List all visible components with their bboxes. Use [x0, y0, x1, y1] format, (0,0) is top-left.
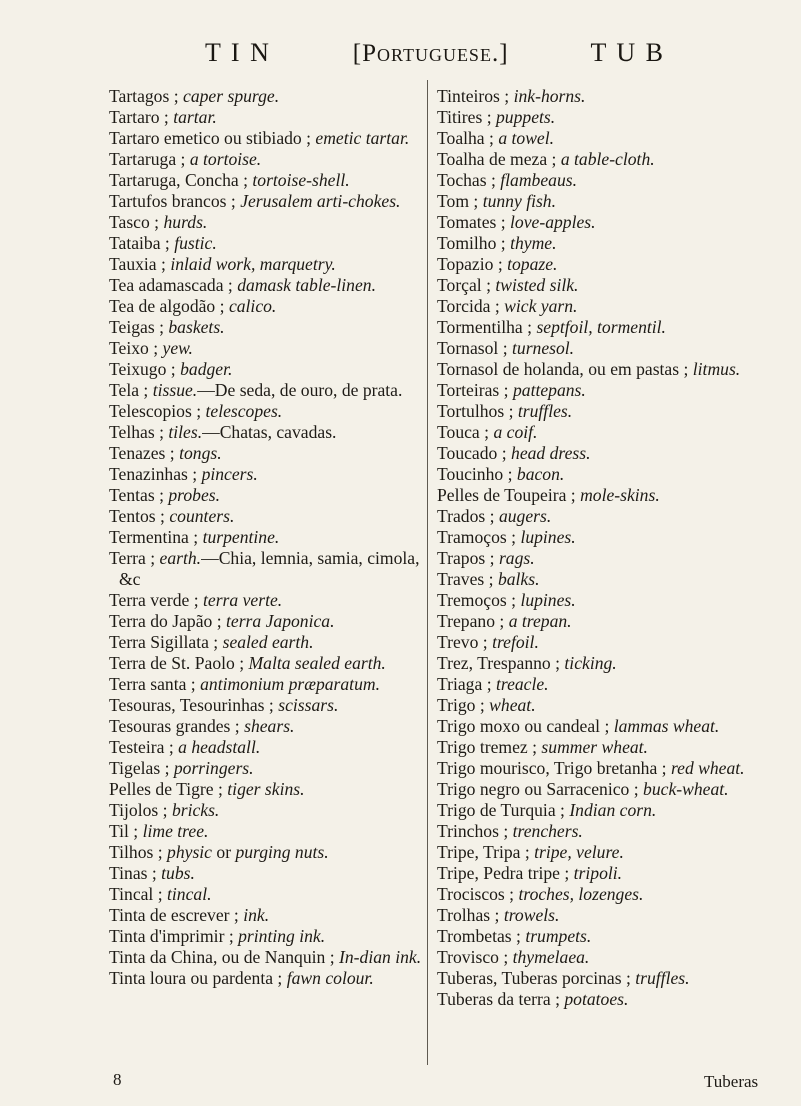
entry-term: Tilhos ;	[109, 842, 163, 862]
entry-translation: trenchers.	[512, 821, 583, 841]
dictionary-entry	[437, 842, 752, 863]
entry-translation: inlaid work, marquetry.	[170, 254, 336, 274]
entry-term: Tripe, Pedra tripe ;	[437, 863, 570, 883]
dictionary-entry	[109, 548, 439, 590]
dictionary-entry	[437, 170, 752, 191]
entry-term: Trigo ;	[437, 695, 485, 715]
entry-term: Tinas ;	[109, 863, 157, 883]
dictionary-entry	[437, 359, 752, 380]
dictionary-entry	[109, 611, 439, 632]
dictionary-entry	[437, 107, 752, 128]
entry-translation: tortoise-shell.	[252, 170, 350, 190]
entry-translation: bacon.	[516, 464, 565, 484]
entry-translation: Indian corn.	[569, 800, 657, 820]
entry-term: Toalha de meza ;	[437, 149, 557, 169]
entry-term: Tomates ;	[437, 212, 506, 232]
entry-translation: shears.	[244, 716, 295, 736]
entry-term: Til ;	[109, 821, 139, 841]
entry-translation: emetic tartar.	[315, 128, 410, 148]
entry-term: Tochas ;	[437, 170, 496, 190]
entry-translation: probes.	[168, 485, 221, 505]
entry-term: Trovisco ;	[437, 947, 509, 967]
entry-term: Trigo tremez ;	[437, 737, 538, 757]
entry-term: Tinta de escrever ;	[109, 905, 239, 925]
entry-translation: tongs.	[179, 443, 222, 463]
entry-translation: bricks.	[171, 800, 220, 820]
entry-translation: tubs.	[161, 863, 195, 883]
dictionary-entry	[437, 443, 752, 464]
entry-translation: augers.	[498, 506, 552, 526]
entry-translation: badger.	[180, 359, 233, 379]
dictionary-entry	[437, 338, 752, 359]
dictionary-entry	[437, 380, 752, 401]
entry-translation: ticking.	[564, 653, 617, 673]
entry-translation: Jerusalem arti-chokes.	[240, 191, 401, 211]
dictionary-entry	[109, 107, 439, 128]
entry-translation: trefoil.	[492, 632, 539, 652]
entry-term: Trigo moxo ou candeal ;	[437, 716, 610, 736]
entry-translation: pattepans.	[512, 380, 586, 400]
dictionary-entry	[109, 86, 439, 107]
entry-translation: sealed earth.	[222, 632, 314, 652]
entry-translation: a table-cloth.	[560, 149, 655, 169]
entry-translation: red wheat.	[670, 758, 745, 778]
entry-term: Tesouras, Tesourinhas ;	[109, 695, 274, 715]
entry-translation: a tortoise.	[189, 149, 262, 169]
dictionary-entry	[437, 485, 752, 506]
entry-term: Tea de algodão ;	[109, 296, 225, 316]
entry-translation: love-apples.	[510, 212, 596, 232]
entry-translation: tiles.	[168, 422, 203, 442]
entry-term: Trociscos ;	[437, 884, 515, 904]
entry-translation: balks.	[497, 569, 540, 589]
entry-translation: tiger skins.	[227, 779, 305, 799]
entry-translation: tripoli.	[573, 863, 623, 883]
entry-translation-alt: purging nuts.	[235, 842, 329, 862]
entry-term: Telescopios ;	[109, 401, 202, 421]
entry-term: Torteiras ;	[437, 380, 509, 400]
dictionary-entry	[109, 380, 439, 401]
entry-term: Trados ;	[437, 506, 495, 526]
entry-term: Trigo mourisco, Trigo bretanha ;	[437, 758, 667, 778]
dictionary-entry	[109, 338, 439, 359]
dictionary-entry	[109, 590, 439, 611]
entry-term: Tea adamascada ;	[109, 275, 233, 295]
entry-term: Tramoços ;	[437, 527, 517, 547]
entry-translation: turnesol.	[512, 338, 575, 358]
entry-translation: lammas wheat.	[613, 716, 720, 736]
entry-translation: turpentine.	[202, 527, 280, 547]
entry-translation: damask table-linen.	[237, 275, 376, 295]
dictionary-entry	[109, 779, 439, 800]
dictionary-entry	[109, 716, 439, 737]
entry-term: Trombetas ;	[437, 926, 521, 946]
entry-term: Tinta da China, ou de Nanquin ;	[109, 947, 335, 967]
dictionary-entry	[437, 569, 752, 590]
dictionary-entry	[109, 737, 439, 758]
dictionary-entry	[437, 401, 752, 422]
left-column	[109, 86, 439, 989]
entry-translation: trowels.	[503, 905, 560, 925]
entry-term: Tartaruga, Concha ;	[109, 170, 248, 190]
entry-translation: hurds.	[163, 212, 208, 232]
dictionary-entry	[109, 485, 439, 506]
dictionary-entry	[109, 254, 439, 275]
dictionary-entry	[437, 758, 752, 779]
entry-translation: litmus.	[692, 359, 741, 379]
dictionary-entry	[437, 590, 752, 611]
entry-term: Tenazinhas ;	[109, 464, 198, 484]
entry-term: Tentos ;	[109, 506, 165, 526]
entry-translation: counters.	[169, 506, 235, 526]
entry-translation: troches, lozenges.	[518, 884, 644, 904]
entry-translation: trumpets.	[525, 926, 592, 946]
entry-translation: terra verte.	[203, 590, 283, 610]
right-column	[437, 86, 752, 1010]
column-divider	[427, 80, 428, 1065]
entry-translation: tissue.	[152, 380, 198, 400]
entry-term: Tinta loura ou pardenta ;	[109, 968, 283, 988]
entry-translation: lupines.	[520, 527, 576, 547]
entry-translation: terra Japonica.	[226, 611, 335, 631]
entry-term: Tornasol ;	[437, 338, 508, 358]
entry-translation: calico.	[228, 296, 277, 316]
entry-term: Trolhas ;	[437, 905, 500, 925]
dictionary-entry	[437, 800, 752, 821]
entry-translation: wheat.	[489, 695, 536, 715]
dictionary-entry	[437, 275, 752, 296]
entry-term: Teixugo ;	[109, 359, 176, 379]
entry-term: Touca ;	[437, 422, 490, 442]
entry-translation: truffles.	[517, 401, 573, 421]
entry-translation: summer wheat.	[541, 737, 648, 757]
entry-term: Tincal ;	[109, 884, 163, 904]
dictionary-entry	[437, 317, 752, 338]
dictionary-entry	[437, 674, 752, 695]
entry-term: Tataiba ;	[109, 233, 170, 253]
running-head	[205, 38, 665, 68]
dictionary-entry	[437, 254, 752, 275]
entry-translation: a coif.	[493, 422, 538, 442]
entry-term: Testeira ;	[109, 737, 174, 757]
dictionary-entry	[109, 800, 439, 821]
entry-translation: septfoil, tormentil.	[536, 317, 666, 337]
dictionary-entry	[109, 275, 439, 296]
entry-translation: lupines.	[520, 590, 576, 610]
entry-translation: scissars.	[278, 695, 339, 715]
dictionary-entry	[109, 506, 439, 527]
entry-term: Teixo ;	[109, 338, 159, 358]
dictionary-entry	[437, 989, 752, 1010]
entry-term: Topazio ;	[437, 254, 503, 274]
entry-term: Tesouras grandes ;	[109, 716, 240, 736]
dictionary-entry	[109, 884, 439, 905]
entry-term: Terra de St. Paolo ;	[109, 653, 245, 673]
dictionary-entry	[109, 149, 439, 170]
entry-term: Terra verde ;	[109, 590, 199, 610]
dictionary-entry	[437, 128, 752, 149]
entry-translation: baskets.	[168, 317, 225, 337]
dictionary-entry	[437, 905, 752, 926]
dictionary-entry	[109, 401, 439, 422]
entry-term: Tartaro ;	[109, 107, 169, 127]
dictionary-entry	[109, 359, 439, 380]
entry-term: Tom ;	[437, 191, 479, 211]
dictionary-entry	[109, 947, 439, 968]
entry-term: Tasco ;	[109, 212, 160, 232]
entry-term: Trepano ;	[437, 611, 505, 631]
entry-translation: fustic.	[174, 233, 217, 253]
entry-term: Tuberas, Tuberas porcinas ;	[437, 968, 631, 988]
dictionary-entry	[109, 821, 439, 842]
dictionary-entry	[437, 653, 752, 674]
dictionary-entry	[109, 695, 439, 716]
entry-term: Trez, Trespanno ;	[437, 653, 561, 673]
entry-term: Toalha ;	[437, 128, 494, 148]
entry-term: Tortulhos ;	[437, 401, 514, 421]
header-left: T I N	[205, 38, 271, 67]
entry-translation: telescopes.	[205, 401, 283, 421]
entry-term: Tartufos brancos ;	[109, 191, 236, 211]
entry-translation: puppets.	[496, 107, 556, 127]
entry-translation: yew.	[162, 338, 193, 358]
dictionary-entry	[109, 212, 439, 233]
entry-term: Pelles de Toupeira ;	[437, 485, 576, 505]
entry-term: Tomilho ;	[437, 233, 506, 253]
dictionary-entry	[109, 464, 439, 485]
entry-term: Traves ;	[437, 569, 494, 589]
entry-translation: a trepan.	[508, 611, 572, 631]
entry-term: Telhas ;	[109, 422, 164, 442]
dictionary-entry	[109, 422, 439, 443]
entry-connector: or	[212, 842, 236, 862]
entry-term: Tripe, Tripa ;	[437, 842, 530, 862]
entry-translation: ink-horns.	[513, 86, 586, 106]
entry-term: Trapos ;	[437, 548, 495, 568]
entry-translation: rags.	[498, 548, 535, 568]
entry-term: Tijolos ;	[109, 800, 168, 820]
entry-subterms: —De seda, de ouro, de prata.	[197, 380, 403, 400]
entry-term: Titires ;	[437, 107, 492, 127]
dictionary-entry	[437, 212, 752, 233]
entry-subterms: —Chatas, cavadas.	[202, 422, 337, 442]
dictionary-entry	[109, 905, 439, 926]
entry-term: Terra ;	[109, 548, 156, 568]
entry-translation: tripe, velure.	[534, 842, 624, 862]
entry-translation: tincal.	[167, 884, 212, 904]
dictionary-entry	[437, 464, 752, 485]
entry-term: Toucado ;	[437, 443, 507, 463]
dictionary-entry	[437, 947, 752, 968]
dictionary-entry	[437, 968, 752, 989]
dictionary-entry	[437, 191, 752, 212]
dictionary-entry	[109, 317, 439, 338]
entry-translation: topaze.	[507, 254, 558, 274]
entry-translation: thyme.	[510, 233, 557, 253]
dictionary-entry	[109, 296, 439, 317]
dictionary-entry	[437, 548, 752, 569]
dictionary-entry	[437, 527, 752, 548]
entry-term: Tinta d'imprimir ;	[109, 926, 234, 946]
entry-term: Tenazes ;	[109, 443, 175, 463]
dictionary-entry	[109, 443, 439, 464]
dictionary-entry	[437, 884, 752, 905]
page-number: 8	[113, 1070, 122, 1089]
dictionary-entry	[437, 716, 752, 737]
dictionary-entry	[437, 821, 752, 842]
dictionary-entry	[437, 737, 752, 758]
entry-term: Tauxia ;	[109, 254, 166, 274]
entry-term: Trinchos ;	[437, 821, 509, 841]
dictionary-entry	[109, 233, 439, 254]
catchword: Tuberas	[704, 1072, 759, 1091]
entry-translation: tartar.	[173, 107, 217, 127]
entry-term: Trevo ;	[437, 632, 488, 652]
entry-translation: buck-wheat.	[643, 779, 729, 799]
entry-translation: caper spurge.	[183, 86, 280, 106]
entry-translation: a towel.	[498, 128, 555, 148]
entry-term: Teigas ;	[109, 317, 164, 337]
entry-term: Tormentilha ;	[437, 317, 533, 337]
entry-translation: wick yarn.	[504, 296, 578, 316]
entry-translation: physic	[167, 842, 212, 862]
entry-translation: truffles.	[635, 968, 690, 988]
entry-term: Tartaro emetico ou stibiado ;	[109, 128, 312, 148]
dictionary-entry	[109, 170, 439, 191]
dictionary-entry	[437, 233, 752, 254]
entry-term: Termentina ;	[109, 527, 199, 547]
dictionary-entry	[109, 674, 439, 695]
entry-term: Terra do Japão ;	[109, 611, 222, 631]
entry-term: Tuberas da terra ;	[437, 989, 560, 1009]
entry-term: Tartagos ;	[109, 86, 179, 106]
dictionary-entry	[109, 632, 439, 653]
dictionary-entry	[437, 86, 752, 107]
entry-term: Tartaruga ;	[109, 149, 186, 169]
entry-translation: In-dian ink.	[339, 947, 422, 967]
entry-translation: porringers.	[173, 758, 254, 778]
entry-translation: printing ink.	[238, 926, 326, 946]
entry-term: Pelles de Tigre ;	[109, 779, 223, 799]
dictionary-entry	[109, 527, 439, 548]
entry-term: Toucinho ;	[437, 464, 513, 484]
dictionary-entry	[109, 191, 439, 212]
entry-translation: treacle.	[495, 674, 549, 694]
dictionary-entry	[437, 149, 752, 170]
entry-translation: thymelaea.	[512, 947, 590, 967]
dictionary-entry	[437, 296, 752, 317]
entry-term: Triaga ;	[437, 674, 492, 694]
dictionary-entry	[437, 863, 752, 884]
entry-term: Tremoços ;	[437, 590, 517, 610]
entry-translation: antimonium præparatum.	[200, 674, 380, 694]
entry-term: Tornasol de holanda, ou em pastas ;	[437, 359, 689, 379]
dictionary-entry	[109, 842, 439, 863]
header-center: [Portuguese.]	[352, 40, 509, 67]
dictionary-entry	[437, 422, 752, 443]
entry-translation: fawn colour.	[286, 968, 374, 988]
dictionary-entry	[109, 128, 439, 149]
entry-term: Trigo de Turquia ;	[437, 800, 565, 820]
entry-term: Torçal ;	[437, 275, 491, 295]
entry-subterms: —Chia, lemnia, samia, cimola, &c	[119, 548, 420, 589]
entry-translation: flambeaus.	[500, 170, 578, 190]
entry-term: Tela ;	[109, 380, 149, 400]
dictionary-entry	[437, 632, 752, 653]
dictionary-entry	[109, 758, 439, 779]
dictionary-entry	[437, 926, 752, 947]
entry-translation: head dress.	[511, 443, 591, 463]
entry-term: Trigo negro ou Sarracenico ;	[437, 779, 639, 799]
entry-translation: Malta sealed earth.	[248, 653, 386, 673]
entry-translation: earth.	[159, 548, 202, 568]
dictionary-entry	[109, 863, 439, 884]
dictionary-entry	[437, 611, 752, 632]
entry-translation: mole-skins.	[580, 485, 660, 505]
entry-term: Terra Sigillata ;	[109, 632, 219, 652]
dictionary-entry	[437, 506, 752, 527]
entry-term: Torcida ;	[437, 296, 500, 316]
entry-translation: twisted silk.	[495, 275, 579, 295]
entry-term: Terra santa ;	[109, 674, 196, 694]
entry-translation: a headstall.	[178, 737, 261, 757]
entry-term: Tigelas ;	[109, 758, 170, 778]
entry-translation: lime tree.	[142, 821, 209, 841]
entry-translation: tunny fish.	[482, 191, 557, 211]
entry-term: Tinteiros ;	[437, 86, 510, 106]
entry-translation: pincers.	[201, 464, 258, 484]
entry-translation: ink.	[243, 905, 270, 925]
dictionary-entry	[109, 926, 439, 947]
header-right: T U B	[590, 38, 665, 67]
entry-translation: potatoes.	[564, 989, 629, 1009]
dictionary-entry	[437, 695, 752, 716]
entry-term: Tentas ;	[109, 485, 164, 505]
dictionary-entry	[109, 968, 439, 989]
dictionary-entry	[437, 779, 752, 800]
dictionary-entry	[109, 653, 439, 674]
